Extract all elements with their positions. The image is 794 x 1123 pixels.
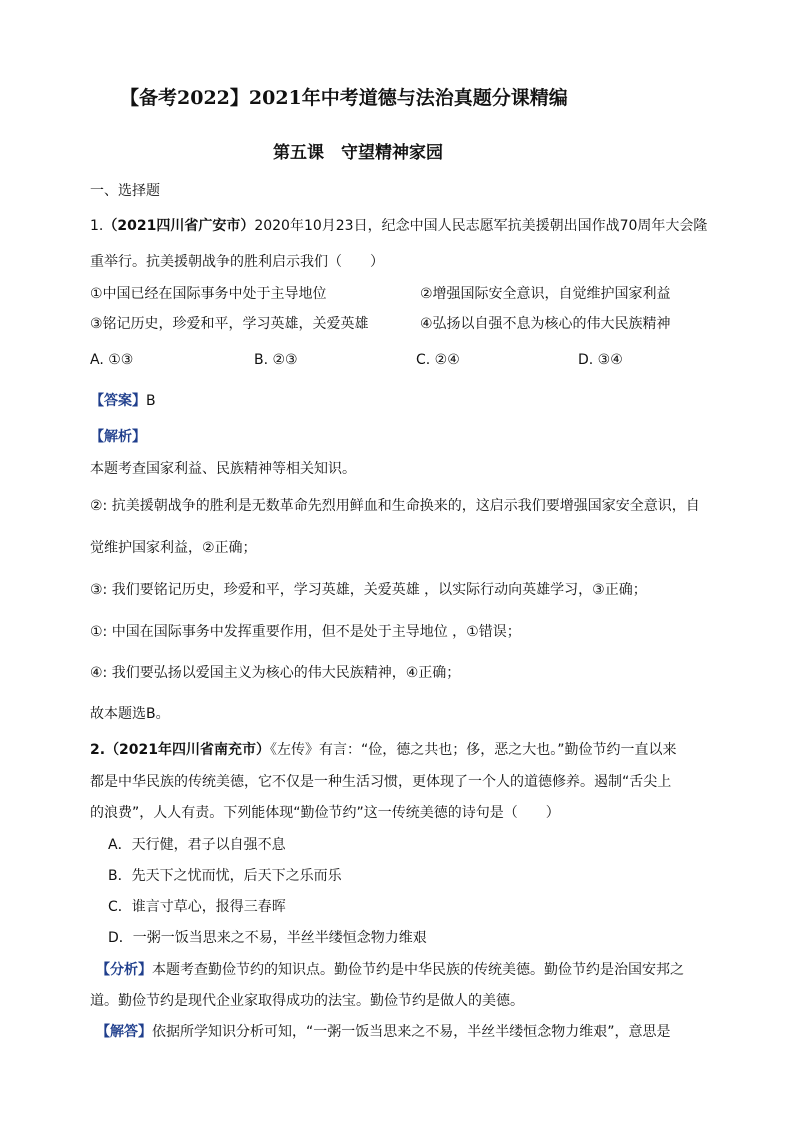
q1-answer xyxy=(90,391,156,411)
lesson-subtitle: 第五课 守望精神家园 xyxy=(273,143,443,163)
q2-option-b: B．先天下之忧而忧，后天下之乐而乐 xyxy=(108,868,342,884)
q2-stem-line-3: 的浪费”，人人有责。下列能体现“勤俭节约”这一传统美德的诗句是（ ） xyxy=(90,805,560,821)
q1-source: （2021四川省广安市） xyxy=(103,218,255,234)
q1-number: 1. xyxy=(90,218,104,234)
q2-stem-text: 《左传》有言：“俭，德之共也；侈，恶之大也。”勤俭节约一直以来 xyxy=(270,742,677,758)
q1-analysis-line-5: ①: 中国在国际事务中发挥重要作用，但不是处于主导地位 ，①错误； xyxy=(90,624,521,640)
q1-statement-1: ①中国已经在国际事务中处于主导地位 xyxy=(90,286,327,302)
answer-label: 【答案】 xyxy=(90,393,146,409)
q1-statement-3: ③铭记历史，珍爱和平，学习英雄，关爱英雄 xyxy=(90,316,369,332)
q2-source: （2021年四川省南充市） xyxy=(105,742,271,758)
q1-conclusion: 故本题选B。 xyxy=(90,706,170,722)
q2-stem-line-1 xyxy=(90,740,677,760)
analysis-label: 【解析】 xyxy=(90,429,146,445)
fenxi-text: 本题考查勤俭节约的知识点。勤俭节约是中华民族的传统美德。勤俭节约是治国安邦之 xyxy=(152,962,684,978)
q2-option-c: C．谁言寸草心，报得三春晖 xyxy=(108,899,286,915)
q1-analysis-line-3: 觉维护国家利益，②正确； xyxy=(90,540,257,556)
document-title: 【备考2022】2021年中考道德与法治真题分课精编 xyxy=(120,87,568,109)
q1-option-a: A. ①③ xyxy=(90,352,134,368)
q1-option-b: B. ②③ xyxy=(254,352,298,368)
q1-analysis-line-6: ④: 我们要弘扬以爱国主义为核心的伟大民族精神，④正确； xyxy=(90,665,461,681)
q1-stem-line-1 xyxy=(90,216,707,236)
q2-stem-line-2: 都是中华民族的传统美德，它不仅是一种生活习惯，更体现了一个人的道德修养。遏制“舌尖上 xyxy=(90,774,672,790)
q1-option-d: D. ③④ xyxy=(578,352,623,368)
jieda-label: 【解答】 xyxy=(96,1024,152,1040)
q1-analysis-line-1: 本题考查国家利益、民族精神等相关知识。 xyxy=(90,461,356,477)
q2-analysis-line-1 xyxy=(96,960,684,980)
q2-number: 2. xyxy=(90,742,106,758)
q1-statement-4: ④弘扬以自强不息为核心的伟大民族精神 xyxy=(420,316,671,332)
section-heading: 一、选择题 xyxy=(90,183,160,199)
q1-option-c: C. ②④ xyxy=(416,352,460,368)
q1-analysis-label xyxy=(90,427,146,447)
q1-statement-2: ②增强国际安全意识，自觉维护国家利益 xyxy=(420,286,671,302)
q2-solution-line-1 xyxy=(96,1022,671,1042)
fenxi-label: 【分析】 xyxy=(96,962,152,978)
q1-stem-line-2: 重举行。抗美援朝战争的胜利启示我们（ ） xyxy=(90,254,384,270)
jieda-text: 依据所学知识分析可知，“一粥一饭当思来之不易，半丝半缕恒念物力维艰”，意思是 xyxy=(152,1024,671,1040)
q2-analysis-line-2: 道。勤俭节约是现代企业家取得成功的法宝。勤俭节约是做人的美德。 xyxy=(90,993,524,1009)
answer-value: B xyxy=(146,393,156,409)
q2-option-a: A．天行健，君子以自强不息 xyxy=(108,837,286,853)
q1-analysis-line-4: ③: 我们要铭记历史，珍爱和平，学习英雄，关爱英雄 ，以实际行动向英雄学习，③正确； xyxy=(90,582,647,598)
q1-analysis-line-2: ②: 抗美援朝战争的胜利是无数革命先烈用鲜血和生命换来的，这启示我们要增强国家安全意识，自 xyxy=(90,498,700,514)
q2-option-d: D．一粥一饭当思来之不易，半丝半缕恒念物力维艰 xyxy=(108,930,427,946)
q1-stem-text: 2020年10月23日，纪念中国人民志愿军抗美援朝出国作战70周年大会隆 xyxy=(254,218,708,234)
